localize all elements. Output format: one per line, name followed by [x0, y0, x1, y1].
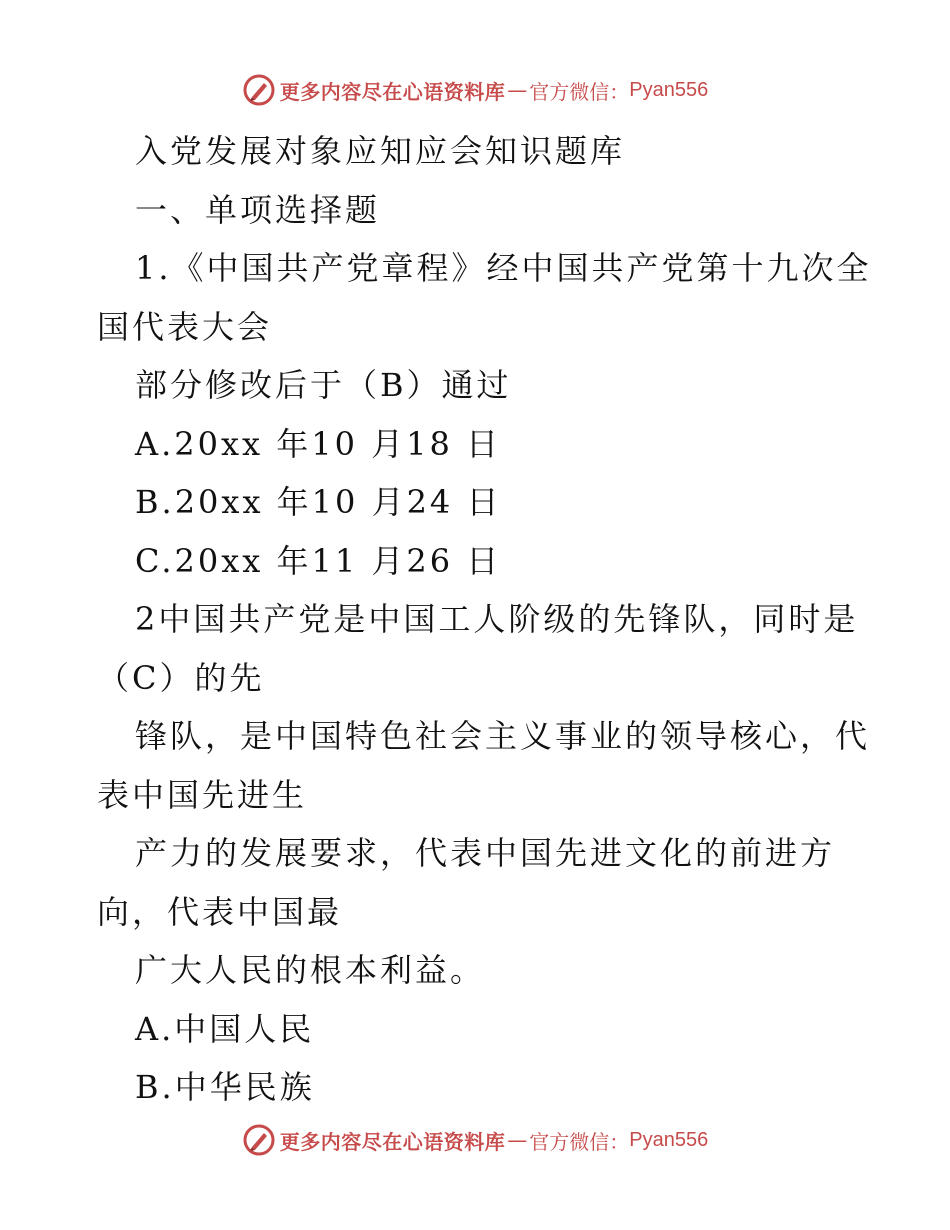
watermark-text: 更多内容尽在心语资料库 [279, 1129, 506, 1154]
watermark-official: 官方微信： [529, 79, 630, 104]
text-line: B.中华民族 [135, 1068, 315, 1106]
text-line: 表中国先进生 [97, 775, 308, 814]
watermark-footer [0, 1120, 950, 1160]
text-line: C.20xx 年11 月26 日 [135, 541, 502, 580]
text-line: 一、单项选择题 [135, 190, 381, 229]
document-body [97, 122, 872, 1117]
text-line: 入党发展对象应知应会知识题库 [135, 132, 626, 170]
watermark-separator: — [507, 78, 528, 102]
text-line: 部分修改后于（B）通过 [135, 366, 512, 404]
text-line: 2中国共产党是中国工人阶级的先锋队，同时是 [135, 600, 859, 638]
text-line: 向，代表中国最 [97, 892, 343, 931]
text-line: （C）的先 [97, 658, 265, 697]
text-line: 产力的发展要求，代表中国先进文化的前进方 [135, 834, 836, 872]
pen-logo-icon [242, 73, 276, 107]
watermark-id: Pyan556 [629, 1128, 709, 1151]
text-line: 1.《中国共产党章程》经中国共产党第十九次全 [135, 249, 872, 287]
watermark-text: 更多内容尽在心语资料库 [279, 79, 506, 104]
pen-logo-icon [242, 1123, 276, 1157]
text-line: 广大人民的根本利益。 [135, 951, 486, 989]
watermark-header [0, 70, 950, 110]
text-line: B.20xx 年10 月24 日 [135, 483, 502, 521]
text-line: A.20xx 年10 月18 日 [135, 424, 502, 463]
text-line: 国代表大会 [97, 307, 273, 346]
text-line: 锋队，是中国特色社会主义事业的领导核心，代 [135, 717, 871, 755]
watermark-separator: — [507, 1128, 528, 1152]
watermark-id: Pyan556 [629, 78, 709, 101]
text-line: A.中国人民 [135, 1009, 315, 1048]
watermark-official: 官方微信： [529, 1129, 630, 1154]
